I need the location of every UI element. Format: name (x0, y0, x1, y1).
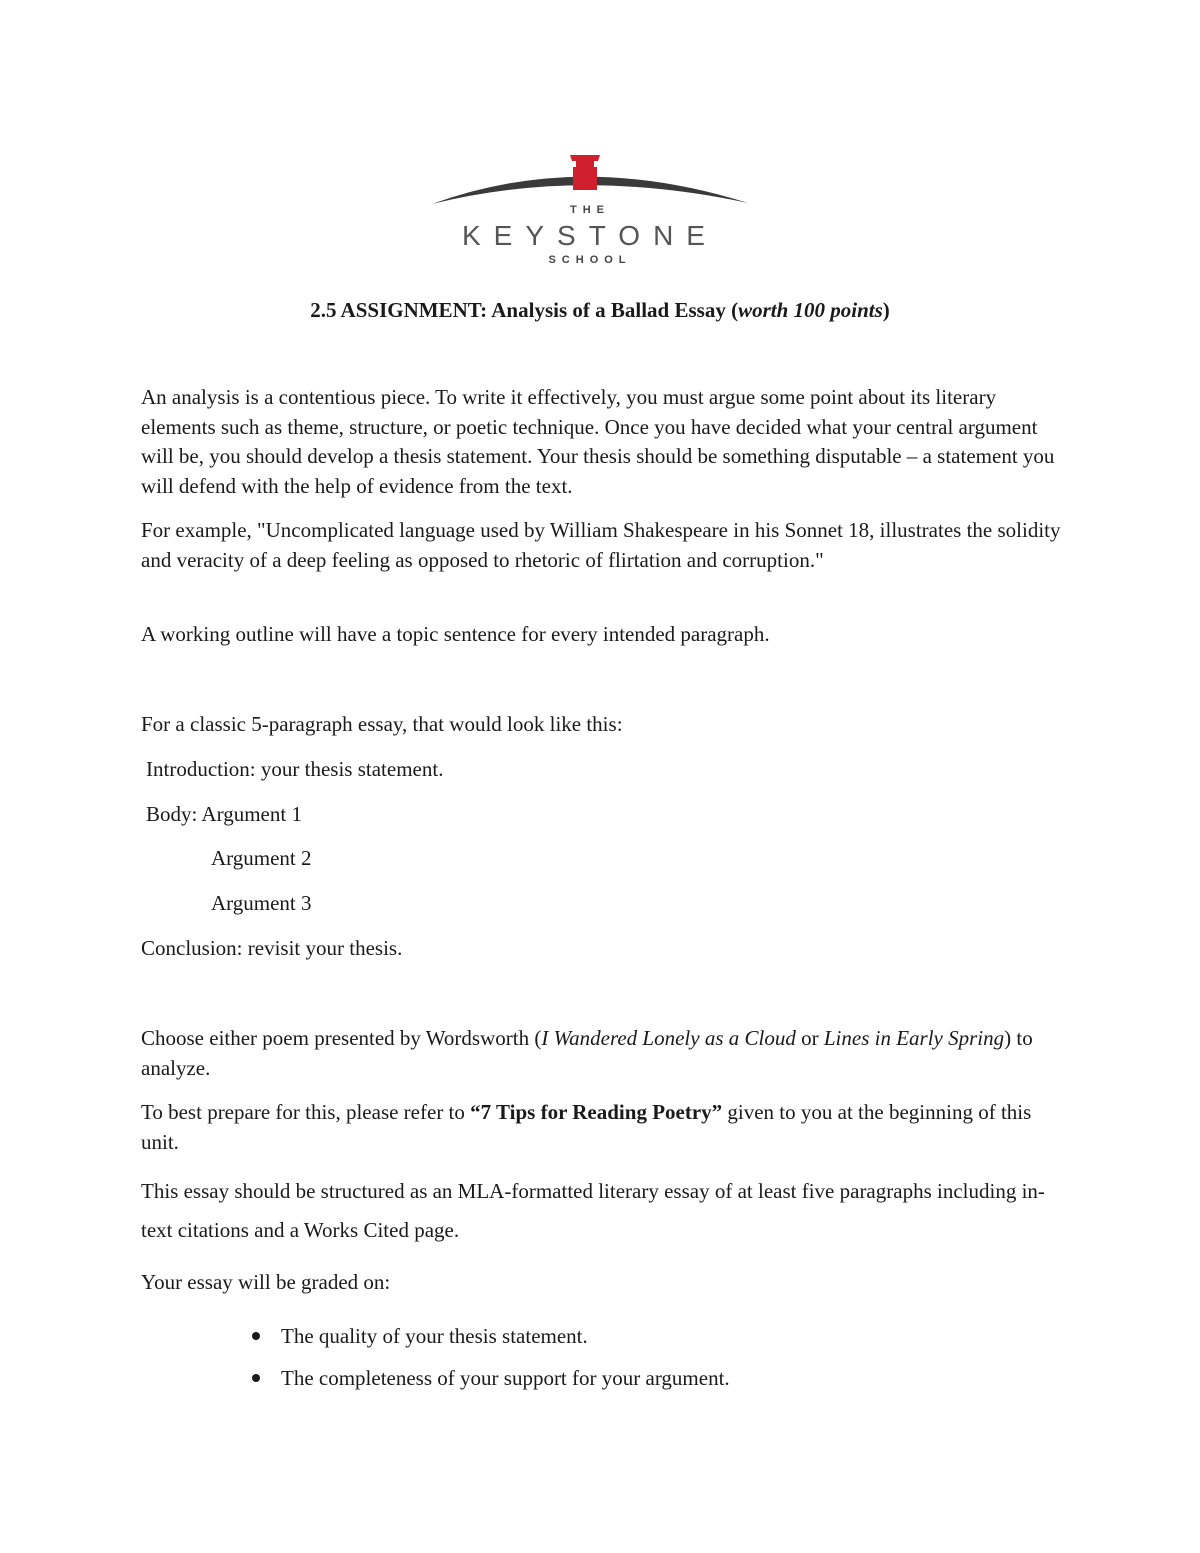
choose-end: ) to analyze. (141, 1026, 1033, 1080)
keystone-school-logo (430, 155, 750, 270)
bullet-icon (252, 1332, 260, 1340)
bullet-icon (252, 1374, 260, 1382)
outline-body: Body: Argument 1 (146, 802, 302, 826)
prepare-end: given to you at the beginning of this unit. (141, 1100, 1032, 1154)
example-paragraph: For example, "Uncomplicated language used by William Shakespeare in his Sonnet 18, illustrates the solidity and veracity of a deep feeling as opposed to rhetoric of flirtation and corruption." (141, 518, 1061, 572)
criterion-text: The completeness of your support for your argument. (281, 1365, 730, 1390)
prepare-paragraph (141, 1098, 1071, 1157)
prepare-text: To best prepare for this, please refer to (141, 1100, 471, 1124)
outline-paragraph: A working outline will have a topic sentence for every intended paragraph. (141, 622, 770, 646)
analysis-paragraph: An analysis is a contentious piece. To write it effectively, you must argue some point about its literary elements such as theme, structure, or poetic technique. Once you have decided what your central argument will be, you should develop a thesis statement. Your thesis should be something disputable – a statement you will defend with the help of evidence from the text. (141, 385, 1055, 498)
assignment-title (0, 296, 1200, 324)
outline-conclusion: Conclusion: revisit your thesis. (141, 936, 403, 960)
logo-school: SCHOOL (548, 254, 632, 266)
title-close: ) (882, 298, 890, 322)
poem-title-2: Lines in Early Spring (823, 1026, 1005, 1050)
keystone-icon (570, 155, 600, 190)
poem-title-1: I Wandered Lonely as a Cloud (541, 1026, 796, 1050)
outline-introduction: Introduction: your thesis statement. (146, 757, 444, 781)
tips-reference: “7 Tips for Reading Poetry” (470, 1100, 723, 1124)
grading-criterion (240, 1364, 730, 1394)
title-points: worth 100 points (738, 298, 883, 322)
outline-lead: For a classic 5-paragraph essay, that would look like this: (141, 712, 623, 736)
grading-lead: Your essay will be graded on: (141, 1270, 391, 1294)
grading-criterion (240, 1322, 730, 1352)
outline-argument-3: Argument 3 (211, 891, 312, 915)
keystone-logo-graphic (430, 155, 750, 270)
structure-paragraph: This essay should be structured as an MLA-formatted literary essay of at least five paragraphs including in-text citations and a Works Cited page. (141, 1179, 1045, 1242)
choose-text: Choose either poem presented by Wordsworth ( (141, 1026, 542, 1050)
criterion-text: The quality of your thesis statement. (281, 1324, 588, 1348)
choose-or: or (795, 1026, 824, 1050)
logo-the: THE (570, 204, 610, 216)
outline-argument-2: Argument 2 (211, 846, 312, 870)
choose-poem-paragraph (141, 1024, 1071, 1083)
logo-keystone: KEYSTONE (462, 220, 718, 251)
title-main: 2.5 ASSIGNMENT: Analysis of a Ballad Essay ( (310, 298, 739, 322)
grading-criteria-list (240, 1322, 730, 1393)
